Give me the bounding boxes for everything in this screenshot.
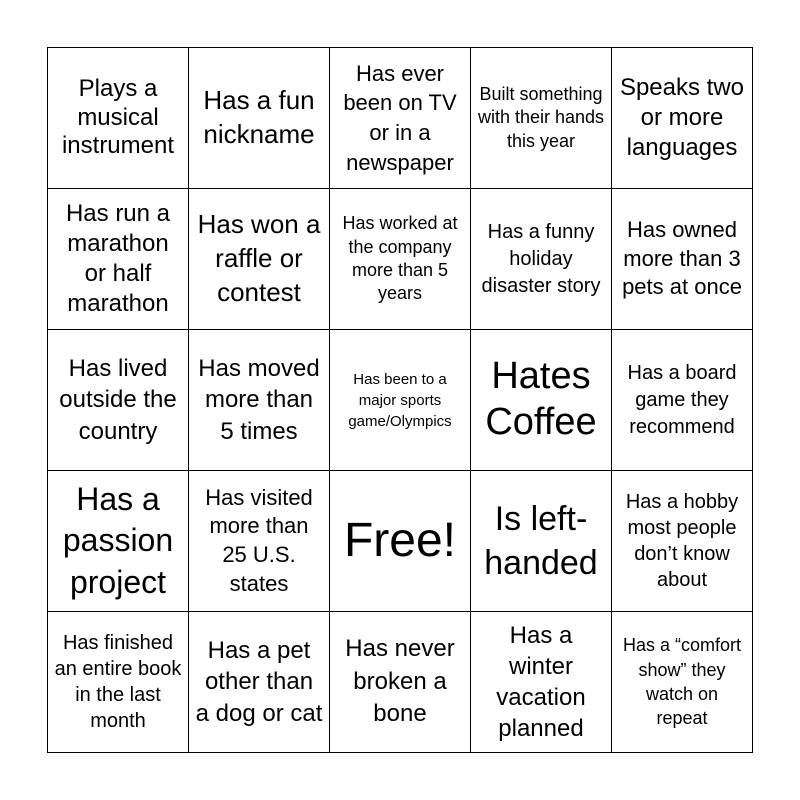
bingo-cell-r1c2[interactable] — [189, 48, 330, 189]
free-space-label: Free! — [343, 514, 457, 568]
bingo-cell-text: Has a winter vacation planned — [496, 621, 586, 743]
bingo-cell-text: Plays a musical instrument — [61, 74, 175, 160]
bingo-cell-r2c2[interactable] — [189, 189, 330, 330]
bingo-cell-r3c4[interactable] — [471, 330, 612, 471]
bingo-cell-r5c3[interactable] — [330, 612, 471, 753]
bingo-cell-text: Has visited more than 25 U.S. states — [205, 484, 313, 596]
bingo-cell-r3c1[interactable] — [48, 330, 189, 471]
bingo-cell-r1c1[interactable] — [48, 48, 189, 189]
bingo-cell-text: Has run a marathon or half marathon — [65, 200, 171, 317]
bingo-cell-free[interactable] — [330, 471, 471, 612]
bingo-cell-r5c5[interactable] — [612, 612, 753, 753]
bingo-cell-r4c1[interactable] — [48, 471, 189, 612]
bingo-cell-r2c4[interactable] — [471, 189, 612, 330]
bingo-cell-r5c4[interactable] — [471, 612, 612, 753]
bingo-cell-text: Is left-handed — [484, 499, 598, 582]
bingo-cell-text: Has lived outside the country — [59, 355, 177, 445]
bingo-cell-text: Has ever been on TV or in a newspaper — [343, 60, 457, 175]
bingo-cell-text: Hates Coffee — [485, 355, 597, 443]
bingo-cell-text: Has a hobby most people don’t know about — [625, 491, 739, 591]
bingo-cell-r2c1[interactable] — [48, 189, 189, 330]
bingo-cell-r1c4[interactable] — [471, 48, 612, 189]
bingo-cell-text: Has won a raffle or contest — [197, 209, 321, 307]
bingo-cell-text: Has a board game they recommend — [627, 361, 737, 438]
bingo-cell-r1c5[interactable] — [612, 48, 753, 189]
bingo-cell-r1c3[interactable] — [330, 48, 471, 189]
bingo-cell-text: Has finished an entire book in the last month — [54, 632, 182, 732]
bingo-board — [47, 47, 753, 753]
bingo-cell-r2c5[interactable] — [612, 189, 753, 330]
bingo-cell-text: Has a funny holiday disaster story — [481, 220, 601, 297]
bingo-cell-text: Has moved more than 5 times — [198, 355, 320, 445]
bingo-cell-r5c2[interactable] — [189, 612, 330, 753]
bingo-cell-r3c3[interactable] — [330, 330, 471, 471]
bingo-cell-text: Has a pet other than a dog or cat — [195, 637, 323, 727]
bingo-cell-text: Has a fun nickname — [203, 85, 315, 149]
bingo-cell-r5c1[interactable] — [48, 612, 189, 753]
bingo-cell-text: Has worked at the company more than 5 years — [342, 213, 458, 304]
bingo-cell-text: Built something with their hands this year — [477, 83, 605, 151]
bingo-cell-text: Has a “comfort show” they watch on repeat — [622, 635, 742, 729]
bingo-cell-r3c2[interactable] — [189, 330, 330, 471]
bingo-cell-text: Has been to a major sports game/Olympics — [348, 370, 452, 430]
bingo-cell-r4c2[interactable] — [189, 471, 330, 612]
bingo-cell-text: Has never broken a bone — [345, 635, 455, 728]
bingo-cell-r4c5[interactable] — [612, 471, 753, 612]
bingo-cell-r2c3[interactable] — [330, 189, 471, 330]
bingo-cell-text: Has owned more than 3 pets at once — [622, 217, 742, 300]
bingo-cell-text: Speaks two or more languages — [619, 74, 745, 161]
bingo-cell-r3c5[interactable] — [612, 330, 753, 471]
bingo-cell-text: Has a passion project — [62, 480, 174, 600]
bingo-cell-r4c4[interactable] — [471, 471, 612, 612]
